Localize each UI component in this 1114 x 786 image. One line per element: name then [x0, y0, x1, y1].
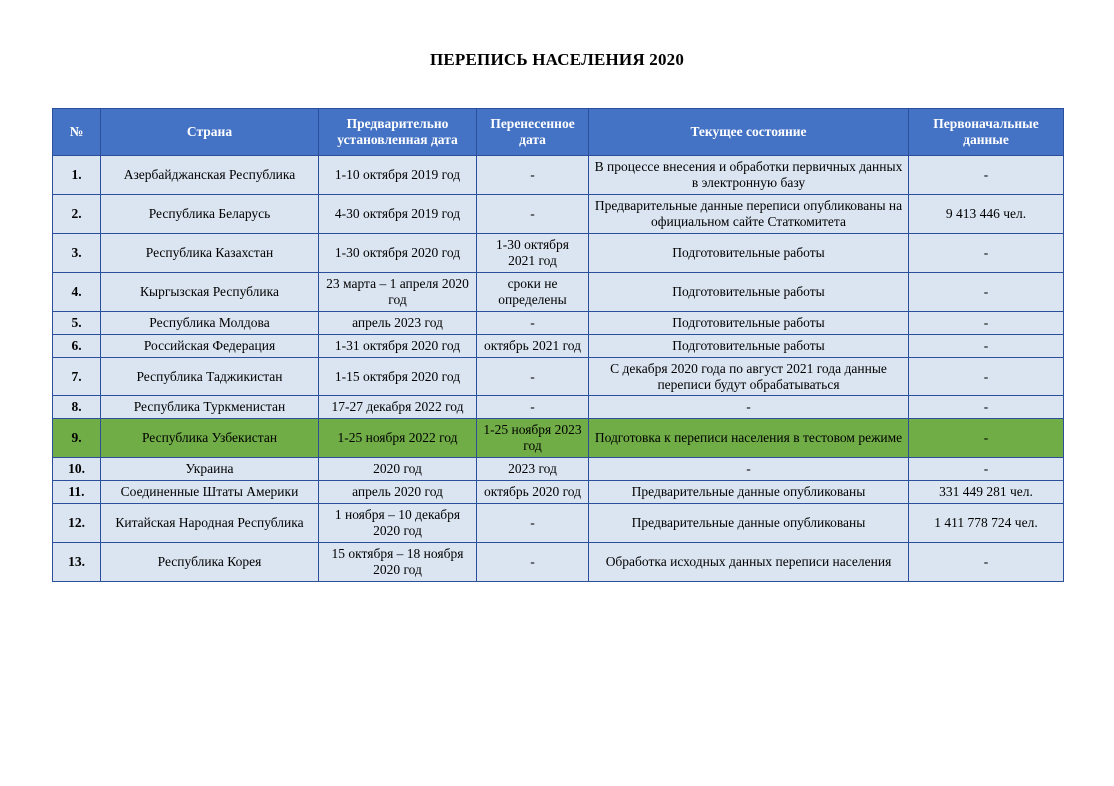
- table-row: [53, 156, 1064, 195]
- table-row: [53, 396, 1064, 419]
- cell-current-status: Предварительные данные опубликованы: [589, 504, 909, 543]
- cell-initial-data: -: [909, 396, 1064, 419]
- page-title: ПЕРЕПИСЬ НАСЕЛЕНИЯ 2020: [429, 50, 685, 69]
- cell-current-status: В процессе внесения и обработки первичных данных в электронную базу: [589, 156, 909, 195]
- cell-initial-data: -: [909, 458, 1064, 481]
- cell-moved-date: -: [477, 396, 589, 419]
- column-header-preliminary-date: Предварительно установленная дата: [319, 109, 477, 156]
- cell-country: Республика Узбекистан: [101, 419, 319, 458]
- cell-number: 9.: [53, 419, 101, 458]
- cell-moved-date: октябрь 2021 год: [477, 334, 589, 357]
- cell-initial-data: -: [909, 357, 1064, 396]
- cell-number: 10.: [53, 458, 101, 481]
- column-header-country: Страна: [101, 109, 319, 156]
- cell-moved-date: -: [477, 156, 589, 195]
- table-row: [53, 357, 1064, 396]
- table-row: [53, 419, 1064, 458]
- cell-initial-data: 331 449 281 чел.: [909, 481, 1064, 504]
- cell-current-status: Предварительные данные переписи опубликованы на официальном сайте Статкомитета: [589, 195, 909, 234]
- column-header-number: №: [53, 109, 101, 156]
- cell-preliminary-date: 4-30 октября 2019 год: [319, 195, 477, 234]
- cell-moved-date: -: [477, 195, 589, 234]
- cell-initial-data: -: [909, 311, 1064, 334]
- cell-number: 8.: [53, 396, 101, 419]
- cell-moved-date: -: [477, 311, 589, 334]
- cell-preliminary-date: 23 марта – 1 апреля 2020 год: [319, 272, 477, 311]
- column-header-moved-date: Перенесенное дата: [477, 109, 589, 156]
- cell-moved-date: -: [477, 357, 589, 396]
- cell-moved-date: -: [477, 504, 589, 543]
- table-row: [53, 234, 1064, 273]
- cell-preliminary-date: апрель 2020 год: [319, 481, 477, 504]
- cell-country: Кыргызская Республика: [101, 272, 319, 311]
- cell-current-status: Подготовительные работы: [589, 311, 909, 334]
- cell-initial-data: -: [909, 542, 1064, 581]
- cell-initial-data: -: [909, 234, 1064, 273]
- cell-number: 5.: [53, 311, 101, 334]
- table-body: [53, 156, 1064, 581]
- census-table-container: [52, 108, 1063, 582]
- cell-number: 3.: [53, 234, 101, 273]
- cell-country: Украина: [101, 458, 319, 481]
- table-row: [53, 195, 1064, 234]
- cell-moved-date: сроки не определены: [477, 272, 589, 311]
- table-row: [53, 481, 1064, 504]
- cell-country: Китайская Народная Республика: [101, 504, 319, 543]
- cell-number: 12.: [53, 504, 101, 543]
- cell-preliminary-date: 2020 год: [319, 458, 477, 481]
- table-row: [53, 334, 1064, 357]
- cell-number: 7.: [53, 357, 101, 396]
- table-row: [53, 311, 1064, 334]
- cell-preliminary-date: 1 ноября – 10 декабря 2020 год: [319, 504, 477, 543]
- cell-country: Республика Таджикистан: [101, 357, 319, 396]
- cell-initial-data: 9 413 446 чел.: [909, 195, 1064, 234]
- cell-initial-data: -: [909, 156, 1064, 195]
- cell-current-status: Обработка исходных данных переписи населения: [589, 542, 909, 581]
- cell-preliminary-date: 1-10 октября 2019 год: [319, 156, 477, 195]
- cell-country: Российская Федерация: [101, 334, 319, 357]
- cell-initial-data: -: [909, 419, 1064, 458]
- cell-preliminary-date: 1-15 октября 2020 год: [319, 357, 477, 396]
- cell-current-status: С декабря 2020 года по август 2021 года данные переписи будут обрабатываться: [589, 357, 909, 396]
- cell-moved-date: октябрь 2020 год: [477, 481, 589, 504]
- cell-preliminary-date: 1-25 ноября 2022 год: [319, 419, 477, 458]
- cell-current-status: Подготовительные работы: [589, 234, 909, 273]
- cell-number: 4.: [53, 272, 101, 311]
- cell-preliminary-date: 1-30 октября 2020 год: [319, 234, 477, 273]
- cell-country: Республика Туркменистан: [101, 396, 319, 419]
- cell-preliminary-date: апрель 2023 год: [319, 311, 477, 334]
- cell-preliminary-date: 1-31 октября 2020 год: [319, 334, 477, 357]
- cell-initial-data: -: [909, 272, 1064, 311]
- cell-initial-data: 1 411 778 724 чел.: [909, 504, 1064, 543]
- column-header-current-status: Текущее состояние: [589, 109, 909, 156]
- cell-number: 11.: [53, 481, 101, 504]
- cell-country: Республика Молдова: [101, 311, 319, 334]
- column-header-initial-data: Первоначальные данные: [909, 109, 1064, 156]
- cell-moved-date: -: [477, 542, 589, 581]
- cell-moved-date: 2023 год: [477, 458, 589, 481]
- table-row: [53, 504, 1064, 543]
- table-header-row: [53, 109, 1064, 156]
- cell-preliminary-date: 17-27 декабря 2022 год: [319, 396, 477, 419]
- cell-current-status: -: [589, 458, 909, 481]
- cell-moved-date: 1-25 ноября 2023 год: [477, 419, 589, 458]
- cell-initial-data: -: [909, 334, 1064, 357]
- cell-current-status: Подготовительные работы: [589, 272, 909, 311]
- cell-number: 13.: [53, 542, 101, 581]
- cell-country: Азербайджанская Республика: [101, 156, 319, 195]
- cell-preliminary-date: 15 октября – 18 ноября 2020 год: [319, 542, 477, 581]
- cell-moved-date: 1-30 октября 2021 год: [477, 234, 589, 273]
- table-row: [53, 272, 1064, 311]
- table-header: [53, 109, 1064, 156]
- census-table: [52, 108, 1064, 582]
- cell-country: Республика Казахстан: [101, 234, 319, 273]
- cell-current-status: Подготовка к переписи населения в тестовом режиме: [589, 419, 909, 458]
- cell-country: Соединенные Штаты Америки: [101, 481, 319, 504]
- cell-number: 2.: [53, 195, 101, 234]
- cell-current-status: -: [589, 396, 909, 419]
- cell-current-status: Подготовительные работы: [589, 334, 909, 357]
- cell-country: Республика Корея: [101, 542, 319, 581]
- cell-current-status: Предварительные данные опубликованы: [589, 481, 909, 504]
- cell-country: Республика Беларусь: [101, 195, 319, 234]
- cell-number: 1.: [53, 156, 101, 195]
- table-row: [53, 458, 1064, 481]
- cell-number: 6.: [53, 334, 101, 357]
- table-row: [53, 542, 1064, 581]
